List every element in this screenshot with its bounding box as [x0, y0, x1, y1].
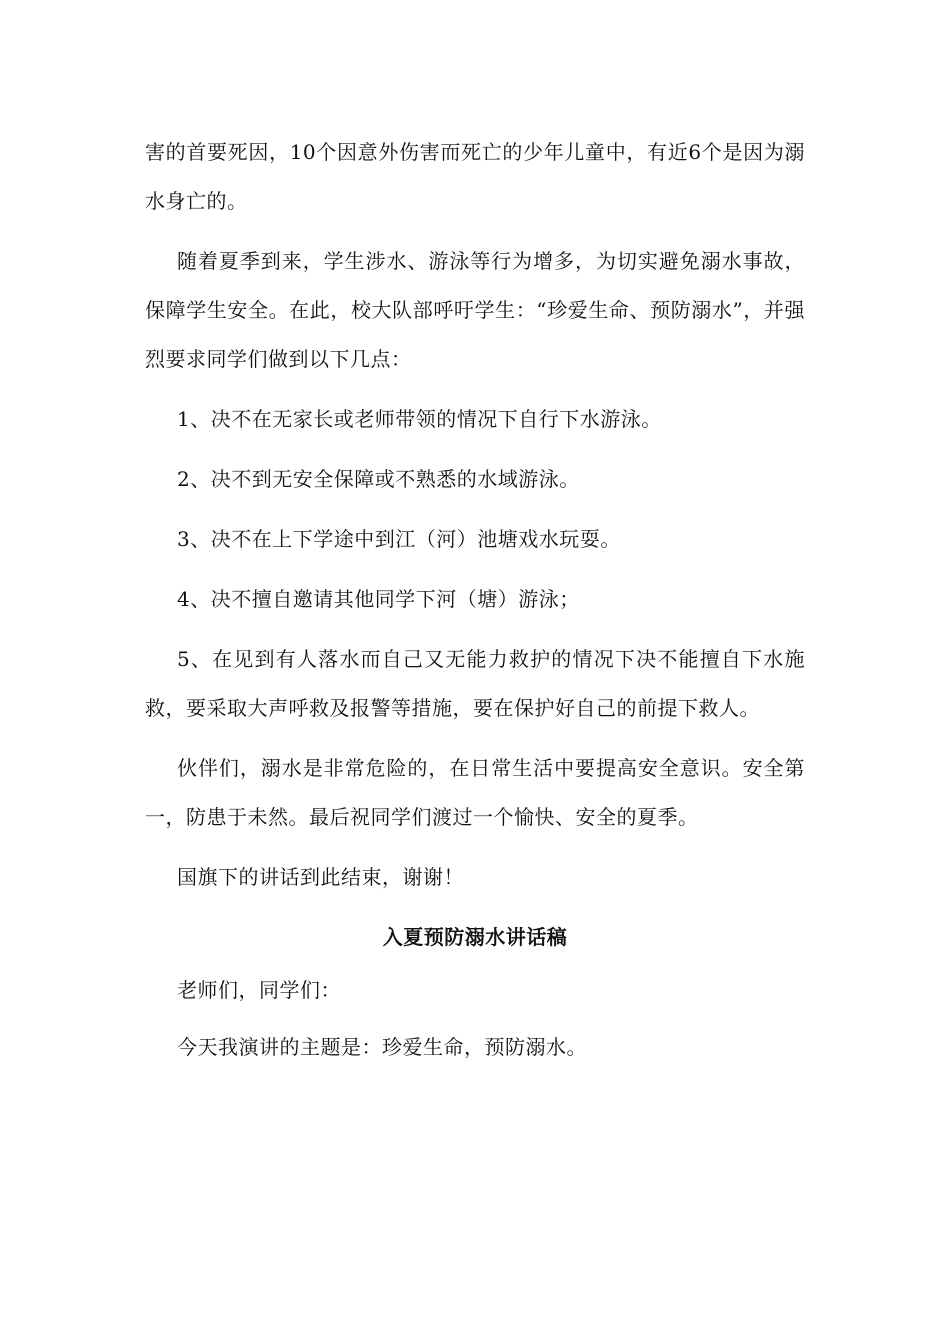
paragraph-end-speech: 国旗下的讲话到此结束，谢谢！ [177, 865, 464, 889]
rule-item-4: 4、决不擅自邀请其他同学下河（塘）游泳； [177, 587, 580, 611]
rule-item-1: 1、决不在无家长或老师带领的情况下自行下水游泳。 [177, 407, 662, 431]
document-body [145, 128, 805, 1083]
rule-item-2: 2、决不到无安全保障或不熟悉的水域游泳。 [177, 467, 580, 491]
paragraph-continued: 害的首要死因，10个因意外伤害而死亡的少年儿童中，有近6个是因为溺水身亡的。 [145, 140, 805, 213]
rule-item-3: 3、决不在上下学途中到江（河）池塘戏水玩耍。 [177, 527, 621, 551]
paragraph-topic: 今天我演讲的主题是：珍爱生命，预防溺水。 [177, 1035, 587, 1059]
paragraph-closing: 伙伴们，溺水是非常危险的，在日常生活中要提高安全意识。安全第一，防患于未然。最后祝同学们渡过一个愉快、安全的夏季。 [145, 756, 805, 829]
paragraph-summer-warning: 随着夏季到来，学生涉水、游泳等行为增多，为切实避免溺水事故，保障学生安全。在此，校大队部呼吁学生：“珍爱生命、预防溺水”，并强烈要求同学们做到以下几点： [145, 249, 805, 371]
rule-item-5: 5、在见到有人落水而自己又无能力救护的情况下决不能擅自下水施救，要采取大声呼救及报警等措施，要在保护好自己的前提下救人。 [145, 647, 805, 720]
paragraph-greeting: 老师们，同学们： [177, 978, 341, 1002]
section-title: 入夏预防溺水讲话稿 [382, 925, 568, 949]
